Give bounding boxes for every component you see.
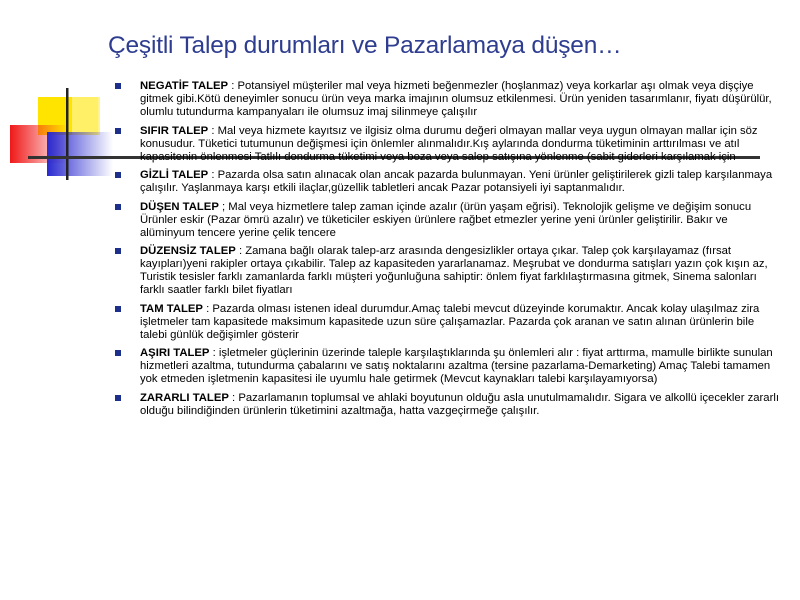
item-term: ZARARLI TALEP	[140, 391, 229, 404]
item-term: NEGATİF TALEP	[140, 80, 229, 92]
list-item	[112, 201, 784, 240]
square-bullet-icon	[115, 306, 121, 312]
item-text: : Potansiyel müşteriler mal veya hizmeti beğenmezler (hoşlanmaz) veya korkarlar aşı olmak veya dişçiye gitmek gibi.Kötü deneyimler sonucu ürün veya marka imajının olumsuz etkilenmesi. Ürün yeniden tasarımlanır, fiyatı düşürülür, olumlu tutundurma kampanyaları ile olumsuz imaj silinmeye çalışılır	[140, 80, 772, 118]
item-text: : Zamana bağlı olarak talep-arz arasında dengesizlikler ortaya çıkar. Talep çok karşılayamaz (fırsat kayıpları)yeni rakipler ortaya çıkabilir. Talep az kapasiteden yararlanamaz. Meşrubat ve dondurma satışları yazın çok kışın az, Turistik tesisler farklı zamanlarda farklı müşteri yoğunluğuna sahiptir: önlem fiyat farklılaştırmasına gitmek, Sinema salonları farklı saatler farklı bilet fiyatları	[140, 245, 768, 296]
item-term: DÜŞEN TALEP	[140, 200, 219, 213]
item-term: TAM TALEP	[140, 302, 203, 315]
square-bullet-icon	[115, 248, 121, 254]
item-text: : Pazarlamanın toplumsal ve ahlaki boyutunun olduğu asla unutulmamalıdır. Sigara ve alkollü içecekler zararlı olduğu bilindiğinden ürünlerin tüketimini azaltmağa, hatta vazgeçirmeğe çalışılır.	[140, 391, 779, 417]
list-item	[112, 347, 784, 386]
slide-title: Çeşitli Talep durumları ve Pazarlamaya düşen…	[108, 32, 622, 59]
decorative-color-blocks	[0, 0, 130, 190]
list-item	[112, 303, 784, 342]
item-text: : Mal veya hizmete kayıtsız ve ilgisiz olma durumu değeri olmayan mallar veya uygun olmayan mallar için söz konusudur. Tüketici tutumunun değişmesi için önlemler alınmalıdır.Kış aylarında dondurma tüketiminin arttırılması ve atıl kapasitenin önlenmesi Tatlılı dondurma tüketimi veya boza veya salep satışına yönlenme (sabit giderleri karşılamak için	[140, 124, 758, 163]
item-text: : Pazarda olması istenen ideal durumdur.Amaç talebi mevcut düzeyinde korumaktır. Ancak kolay ulaşılmaz zira işletmeler tam kapasitede maksimum kapasitede uzun süre çalışamazlar. Pazarda çok aranan ve satın alınan ürünlerin bile talebi günlük değişimler gösterir	[140, 302, 760, 341]
list-item	[112, 80, 784, 119]
demand-types-list	[112, 80, 784, 423]
item-text: : Pazarda olsa satın alınacak olan ancak pazarda bulunmayan. Yeni ürünler geliştirilerek gizli talep karşılanmaya çalışılır. Yaşlanmaya karşı etkili ilaçlar,güzellik tabletleri ancak Pazar potansiyeli iyi saptanmalıdır.	[140, 169, 773, 194]
item-term: GİZLİ TALEP	[140, 169, 209, 181]
square-bullet-icon	[115, 83, 121, 89]
square-bullet-icon	[115, 172, 121, 178]
yellow-fade-block	[72, 97, 100, 135]
blue-block	[47, 132, 113, 176]
item-term: SIFIR TALEP	[140, 124, 209, 137]
list-item	[112, 392, 784, 418]
item-text: : işletmeler güçlerinin üzerinde taleple karşılaştıklarında şu önlemleri alır : fiyat arttırma, mamulle birlikte sunulan hizmetleri azaltma, tutundurma çabalarını ve satış noktalarını azaltma (tersine pazarlama-Demarketing) Amaç Talebi tamamen yok etmeden işletmenin kapasitesi ile uyumlu hale getirmek (Mevcut kaynakları talebi karşılayamıyorsa)	[140, 347, 773, 385]
square-bullet-icon	[115, 128, 121, 134]
item-term: AŞIRI TALEP	[140, 347, 210, 359]
item-term: DÜZENSİZ TALEP	[140, 245, 236, 257]
list-item	[112, 125, 784, 164]
square-bullet-icon	[115, 350, 121, 356]
vertical-line	[66, 88, 69, 180]
item-text: ; Mal veya hizmetlere talep zaman içinde azalır (ürün yaşam eğrisi). Teknolojik gelişme ve değişim sonucu Ürünler eskir (Pazar ömrü azalır) ve tüketiciler eskiyen ürünlere rağbet etmezler yerine yeni ürünler geliştirilir. Bakır ve alüminyum tencere yerine çelik tencere	[140, 200, 752, 239]
square-bullet-icon	[115, 395, 121, 401]
list-item	[112, 245, 784, 297]
list-item	[112, 169, 784, 195]
square-bullet-icon	[115, 204, 121, 210]
